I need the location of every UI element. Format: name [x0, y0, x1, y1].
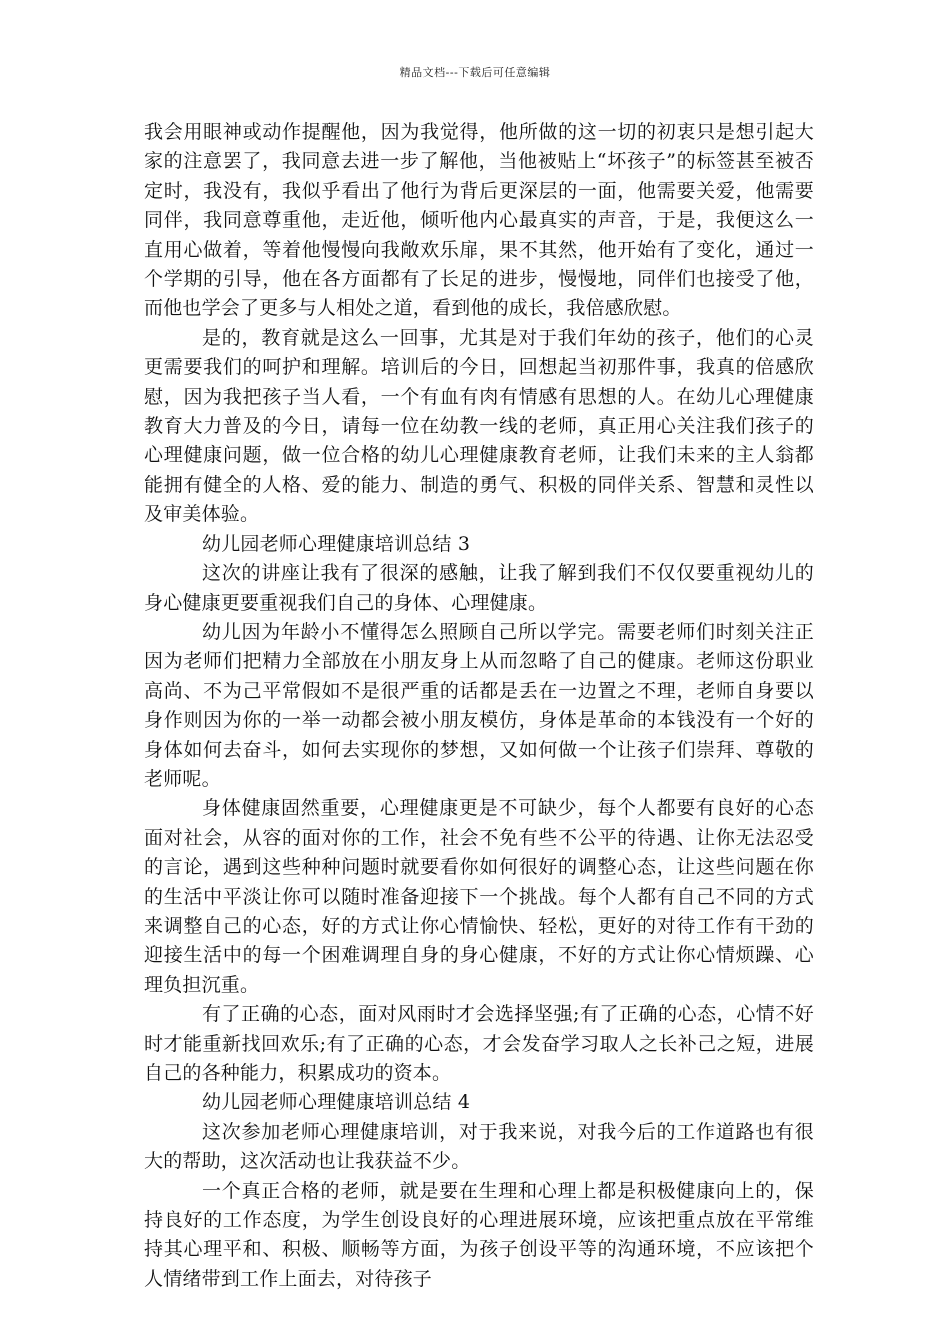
- paragraph-continued: 我会用眼神或动作提醒他，因为我觉得，他所做的这一切的初衷只是想引起大家的注意罢了，我同意去进一步了解他，当他被贴上“坏孩子”的标签甚至被否定时，我没有，我似乎看出了他行为背后更深层的一面，他需要关爱，他需要同伴，我同意尊重他，走近他，倾听他内心最真实的声音，于是，我便这么一直用心做着，等着他慢慢向我敞欢乐扉，果不其然，他开始有了变化，通过一个学期的引导，他在各方面都有了长足的进步，慢慢地，同伴们也接受了他，而他也学会了更多与人相处之道，看到他的成长，我倍感欣慰。: [144, 121, 814, 320]
- paragraph: 身体健康固然重要，心理健康更是不可缺少，每个人都要有良好的心态面对社会，从容的面对你的工作，社会不免有些不公平的待遇、让你无法忍受的言论，遇到这些种种问题时就要看你如何很好的调整心态，让这些问题在你的生活中平淡让你可以随时准备迎接下一个挑战。每个人都有自己不同的方式来调整自己的心态，好的方式让你心情愉快、轻松，更好的对待工作有干劲的迎接生活中的每一个困难调理自身的身心健康，不好的方式让你心情烦躁、心理负担沉重。: [144, 797, 814, 996]
- paragraph: 这次参加老师心理健康培训，对于我来说，对我今后的工作道路也有很大的帮助，这次活动也让我获益不少。: [144, 1120, 814, 1173]
- document-body: [144, 118, 814, 1294]
- paragraph: 这次的讲座让我有了很深的感触，让我了解到我们不仅仅要重视幼儿的身心健康更要重视我们自己的身体、心理健康。: [144, 562, 814, 614]
- paragraph: 幼儿因为年龄小不懂得怎么照顾自己所以学完。需要老师们时刻关注正因为老师们把精力全部放在小朋友身上从而忽略了自己的健康。老师这份职业高尚、不为己平常假如不是很严重的话都是丢在一边置之不理，老师自身要以身作则因为你的一举一动都会被小朋友模仿，身体是革命的本钱没有一个好的身体如何去奋斗，如何去实现你的梦想，又如何做一个让孩子们崇拜、尊敬的老师呢。: [144, 620, 814, 790]
- paragraph: 是的，教育就是这么一回事，尤其是对于我们年幼的孩子，他们的心灵更需要我们的呵护和理解。培训后的今日，回想起当初那件事，我真的倍感欣慰，因为我把孩子当人看，一个有血有肉有情感有思想的人。在幼儿心理健康教育大力普及的今日，请每一位在幼教一线的老师，真正用心关注我们孩子的心理健康问题，做一位合格的幼儿心理健康教育老师，让我们未来的主人翁都能拥有健全的人格、爱的能力、制造的勇气、积极的同伴关系、智慧和灵性以及审美体验。: [144, 326, 814, 526]
- section-heading-4: 幼儿园老师心理健康培训总结 4: [202, 1091, 471, 1114]
- paragraph: 一个真正合格的老师，就是要在生理和心理上都是积极健康向上的，保持良好的工作态度，为学生创设良好的心理进展环境，应该把重点放在平常维持其心理平和、积极、顺畅等方面，为孩子创设平等的沟通环境，不应该把个人情绪带到工作上面去，对待孩子: [144, 1179, 814, 1290]
- paragraph: 有了正确的心态，面对风雨时才会选择坚强;有了正确的心态，心情不好时才能重新找回欢乐;有了正确的心态，才会发奋学习取人之长补己之短，进展自己的各种能力，积累成功的资本。: [144, 1003, 814, 1084]
- page-header: 精品文档---下载后可任意编辑: [399, 66, 551, 79]
- section-heading-3: 幼儿园老师心理健康培训总结 3: [202, 532, 471, 555]
